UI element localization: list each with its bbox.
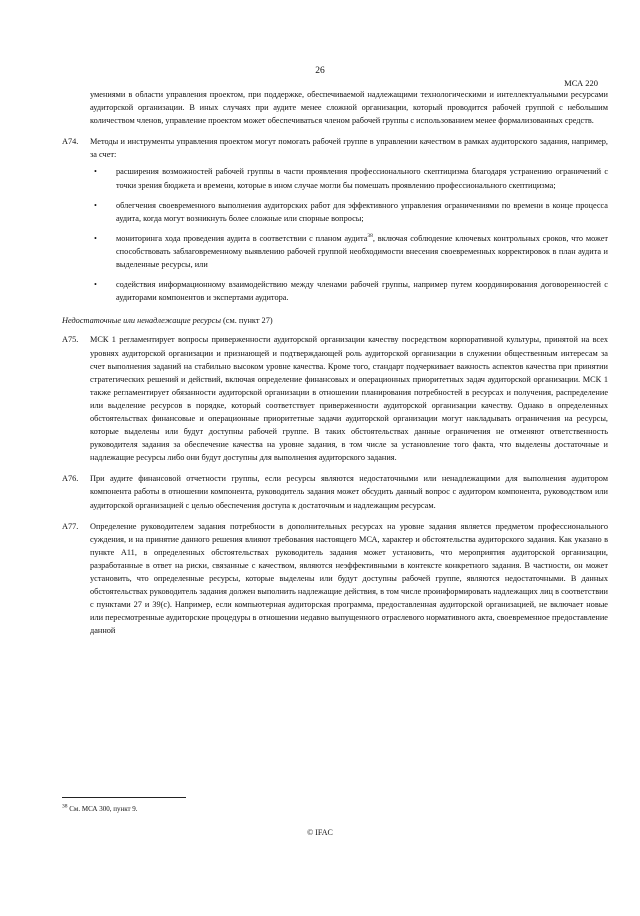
footnote	[62, 805, 138, 813]
paragraph-a75	[62, 333, 608, 464]
section-reference: (см. пункт 27)	[223, 316, 273, 326]
section-title: Недостаточные или ненадлежащие ресурсы	[62, 316, 221, 326]
paragraph-a74	[62, 135, 608, 304]
paragraph-text: МСК 1 регламентирует вопросы приверженности аудиторской организации качеству посредством корпоративной культуры, принятой на всех уровнях аудиторской организации и признающей и подтверждающей роль аудиторской организации в служении общественным интересам за счет выполнения заданий на стабильно высоком уровне качества. Кроме того, стандарт подчеркивает важность аспектов качества при принятии стратегических решений и действий, включая определение финансовых и операционных приоритетных задач аудиторской организации. МСК 1 также регламентирует обязанности аудиторской организации в отношении планирования потребностей в ресурсах и получения, распределение или выделение ресурсов в порядке, который соответствует приверженности аудиторской организации качеству. Однако в определенных обстоятельствах финансовые и операционные приоритетные задачи аудиторской организации могут накладывать ограничения на ресурсы, которые выделены или будут доступны рабочей группе. В таких обстоятельствах данные ограничения не отменяют ответственность руководителя задания за обеспечение качества на уровне задания, в том числе за установление того факта, что выделены достаточные и надлежащие ресурсы либо они будут доступны для выполнения аудиторского задания.	[90, 335, 608, 463]
footnote-mark: 38	[62, 803, 68, 810]
list-item-text-end: , включая соблюдение ключевых контрольных сроков, что может способствовать заблаговременному выявлению рабочей группой необходимости внесения своевременных корректировок в план аудита и выделенные ресурсы, или	[116, 233, 609, 270]
paragraph-a77	[62, 520, 608, 638]
footer-copyright: © IFAC	[307, 828, 333, 837]
bullet-icon: •	[94, 167, 97, 177]
list-item-text: облегчения своевременного выполнения аудиторских работ для эффективного управления ограничениями по времени в конце процесса аудита, когда могут возникнуть более сложные или спорные вопросы;	[116, 200, 608, 223]
list-item	[90, 199, 608, 225]
paragraph-a76	[62, 472, 608, 511]
bullet-icon: •	[94, 280, 97, 290]
bullet-icon: •	[94, 200, 97, 210]
list-item-text: расширения возможностей рабочей группы в части проявления профессионального скептицизма благодаря устранению ограничений с точки зрения бюджета и времени, которые в ином случае могли бы помешать проявлению профессионального скептицизма;	[116, 167, 608, 190]
intro-paragraph: умениями в области управления проектом, при поддержке, обеспечиваемой надлежащими технологическими и интеллектуальными ресурсами аудиторской организации. В иных случаях при аудите менее сложной организации, который проводится рабочей группой с небольшим количеством членов, управление проектом может обеспечиваться членом рабочей группы с использованием менее формализованных средств.	[90, 90, 608, 126]
paragraph-label: A75.	[62, 335, 79, 345]
list-item	[90, 278, 608, 304]
footnote-text: См. МСА 300, пункт 9.	[69, 805, 138, 813]
page-content	[62, 88, 608, 643]
page-number: 26	[315, 66, 325, 76]
paragraph-label: A74.	[62, 137, 79, 147]
list-item-text: содействия информационному взаимодействию между членами рабочей группы, например путем координирования договоренностей с аудиторами компонентов и экспертами аудитора.	[116, 280, 608, 303]
list-item-text-start: мониторинга хода проведения аудита в соответствии с планом аудита	[116, 233, 368, 243]
paragraph-label: A77.	[62, 521, 79, 531]
paragraph-text: Определение руководителем задания потребности в дополнительных ресурсах на уровне задания является предметом профессионального суждения, и на принятие данного решения влияют требования настоящего МСА, характер и обстоятельства аудиторского задания. Как указано в пункте A11, в определенных обстоятельствах руководитель задания может установить, что мероприятия аудиторской организации, разработанные в ответ на риски, связанные с качеством, являются неэффективными в контексте конкретного задания. В частности, он может установить, что определенные ресурсы, которые выделены или будут доступны рабочей группе, являются недостаточными. В данных обстоятельствах руководитель задания должен выполнить надлежащие действия, в том числе проинформировать надлежащих лиц в соответствии с пунктами 27 и 39(с). Например, если компьютерная аудиторская программа, предоставленная аудиторской организацией, не включает новые или пересмотренные аудиторские процедуры в отношении недавно выпущенного отраслевого нормативного акта, своевременное предоставление данной	[90, 521, 608, 636]
bullet-icon: •	[94, 233, 97, 243]
paragraph-text: При аудите финансовой отчетности группы, если ресурсы являются недостаточными или ненадлежащими для выполнения аудитором компонента работы в отношении компонента, руководитель задания может обсудить данный вопрос с аудитором компонента, руководством или аудиторской организацией с целью обеспечения доступа к достаточным и надлежащим ресурсам.	[90, 474, 608, 510]
list-item	[90, 165, 608, 191]
paragraph-text: Методы и инструменты управления проектом могут помогать рабочей группе в управлении качеством в рамках аудиторского задания, например, за счет:	[90, 137, 608, 160]
paragraph-label: A76.	[62, 474, 79, 484]
list-item	[90, 232, 608, 271]
standard-label: МСА 220	[564, 78, 598, 88]
list-item-text	[116, 232, 608, 271]
bullet-list	[90, 165, 608, 304]
footnote-reference: 38	[367, 233, 373, 240]
section-heading	[62, 314, 608, 327]
footnote-divider	[62, 797, 186, 798]
